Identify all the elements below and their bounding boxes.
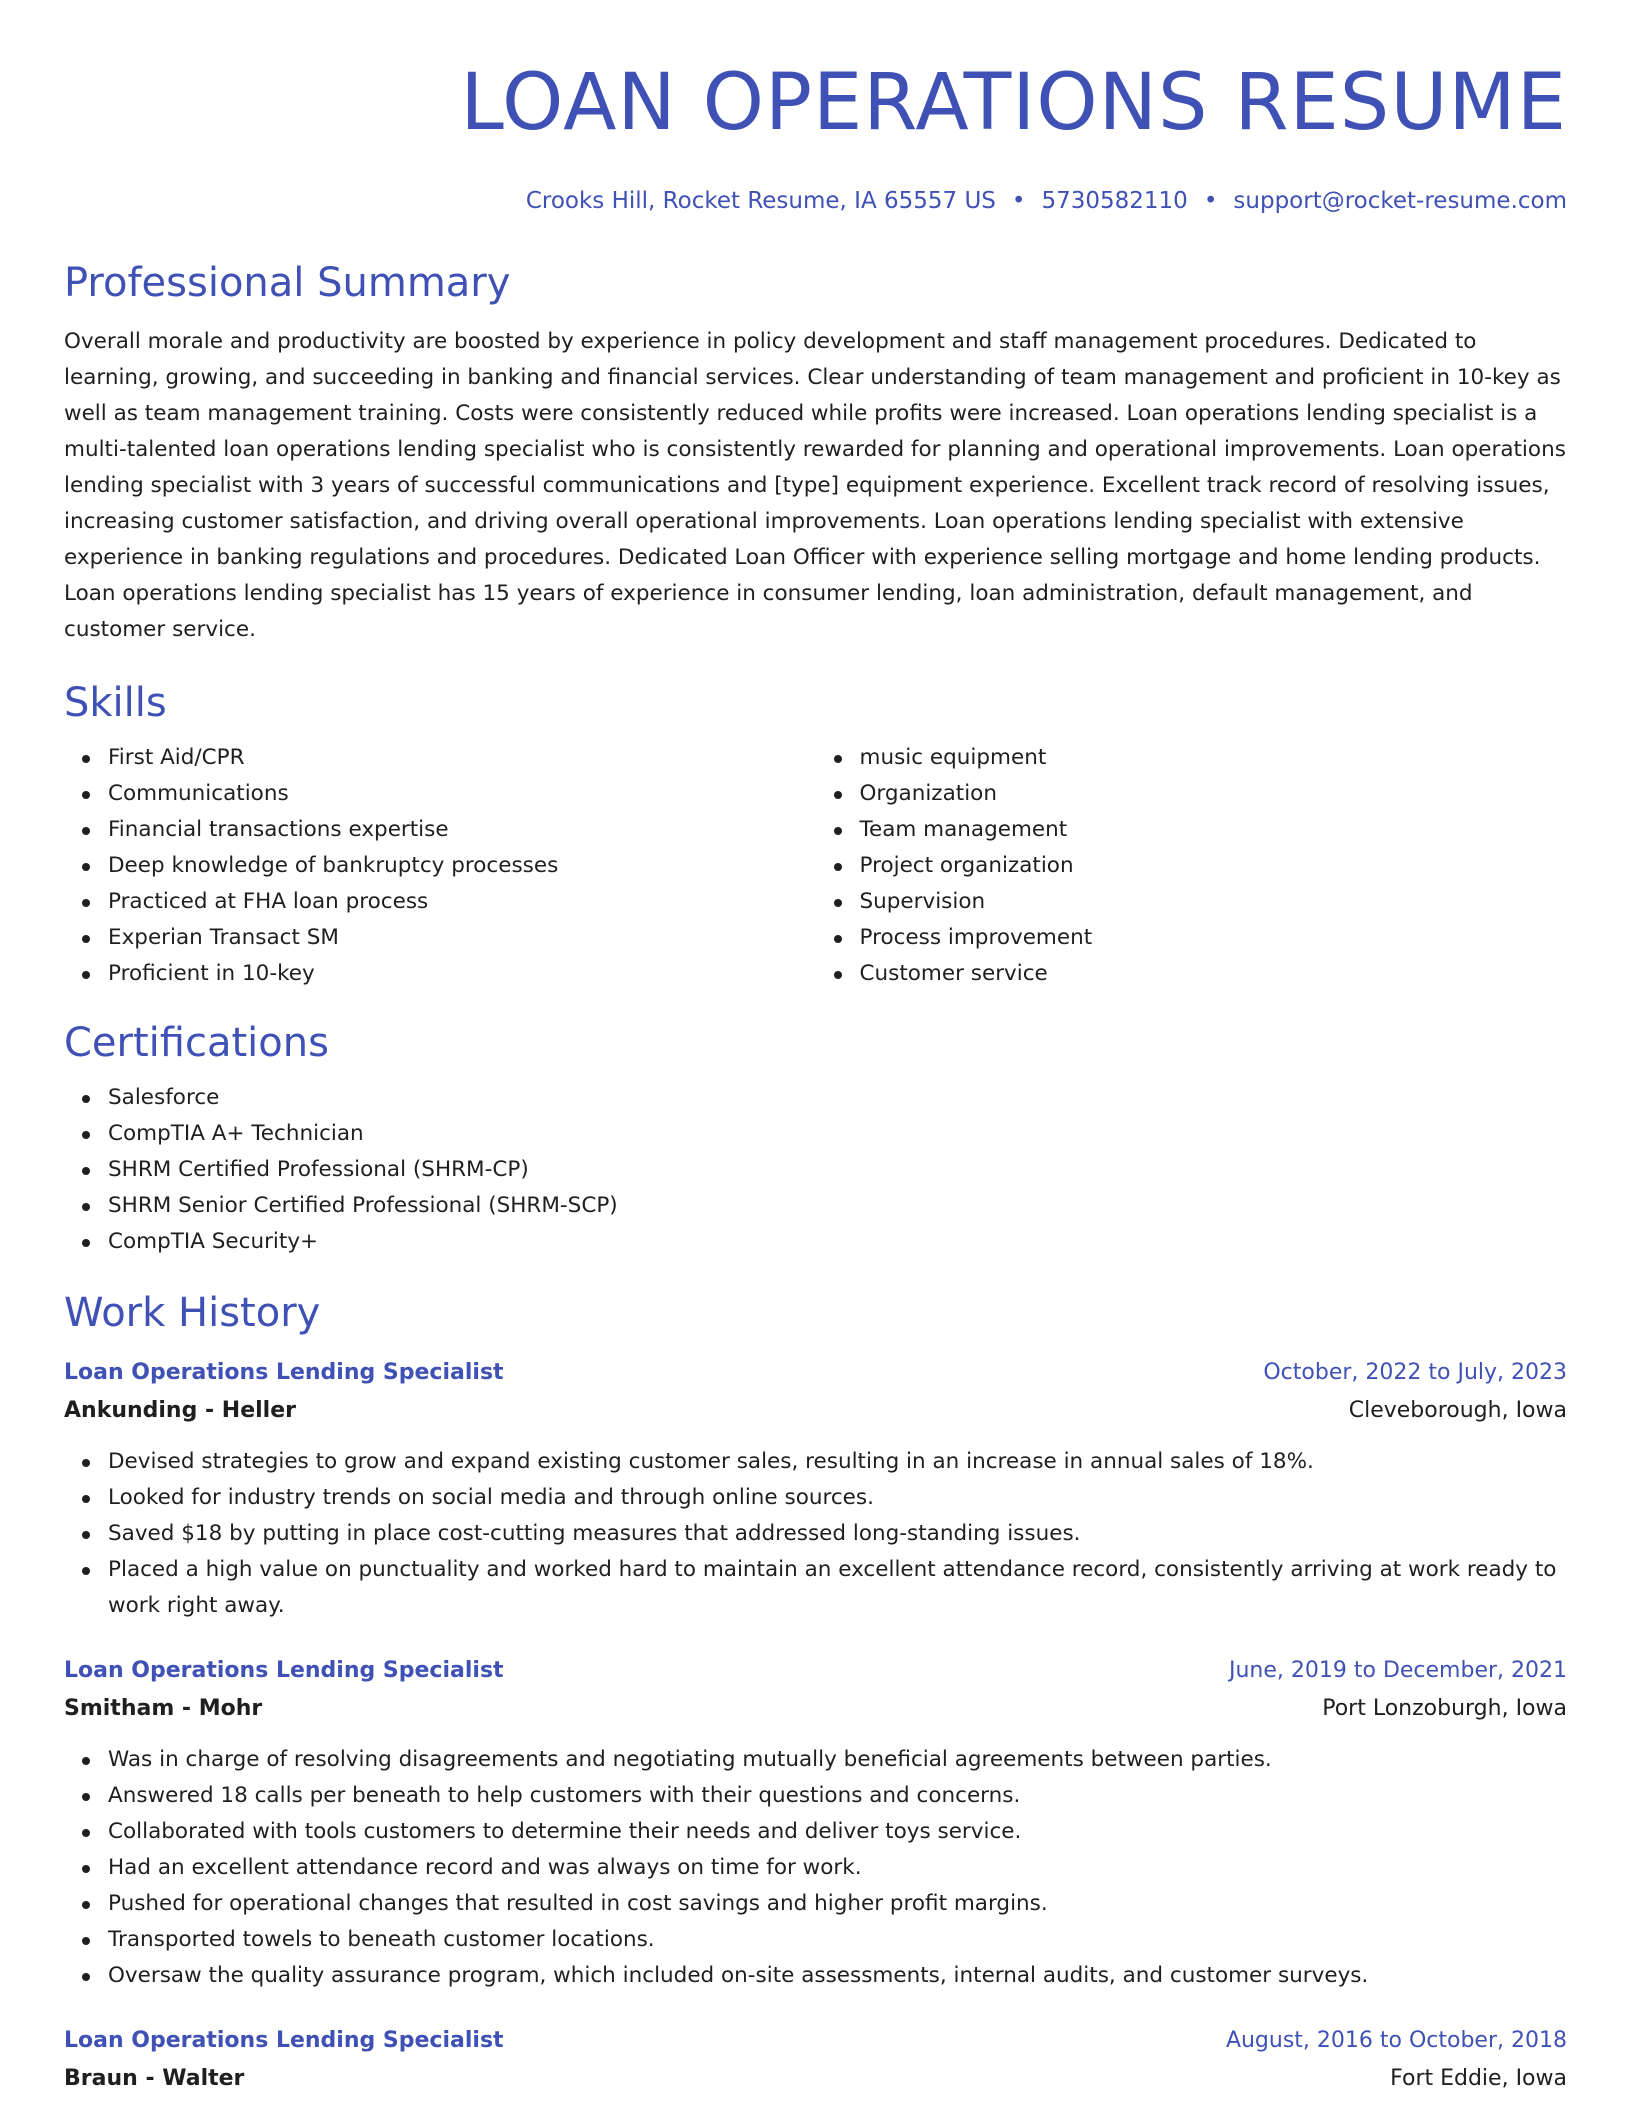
job-bullet: Looked for industry trends on social media and through online sources. [108, 1480, 1567, 1516]
job-company-row [64, 2060, 1567, 2098]
contact-separator: • [1203, 188, 1218, 214]
job-bullet: Saved $18 by putting in place cost-cutting measures that addressed long-standing issues. [108, 1516, 1567, 1552]
contact-phone: 5730582110 [1041, 188, 1188, 214]
certification-item: Salesforce [108, 1080, 1567, 1116]
job-bullets [64, 1742, 1567, 1994]
skills-columns [64, 740, 1567, 992]
summary-text: Overall morale and productivity are boosted by experience in policy development and staff management procedures. Dedicated to learning, growing, and succeeding in banking and financial services. Clear understanding of team management and proficient in 10-key as well as team management training. Costs were consistently reduced while profits were increased. Loan operations lending specialist is a multi-talented loan operations lending specialist who is consistently rewarded for planning and operational improvements. Loan operations lending specialist with 3 years of successful communications and [type] equipment experience. Excellent track record of resolving issues, increasing customer satisfaction, and driving overall operational improvements. Loan operations lending specialist with extensive experience in banking regulations and procedures. Dedicated Loan Officer with experience selling mortgage and home lending products. Loan operations lending specialist has 15 years of experience in consumer lending, loan administration, default management, and customer service. [64, 329, 1566, 642]
resume-title: LOAN OPERATIONS RESUME [460, 58, 1567, 148]
job-bullet: Oversaw the quality assurance program, which included on-site assessments, internal audits, and customer surveys. [108, 1958, 1567, 1994]
job-dates: June, 2019 to December, 2021 [1228, 1658, 1567, 1683]
certification-item: CompTIA Security+ [108, 1224, 1567, 1260]
job-entry [64, 1354, 1567, 1624]
job-role: Loan Operations Lending Specialist [64, 2028, 504, 2053]
job-entry [64, 2022, 1567, 2098]
job-company-row [64, 1690, 1567, 1728]
job-bullet: Had an excellent attendance record and was always on time for work. [108, 1850, 1567, 1886]
job-location: Cleveborough, Iowa [1348, 1398, 1567, 1423]
job-company-row [64, 1392, 1567, 1430]
contact-separator: • [1011, 188, 1026, 214]
job-dates: August, 2016 to October, 2018 [1225, 2028, 1567, 2053]
skill-item: Deep knowledge of bankruptcy processes [108, 848, 816, 884]
job-company: Smitham - Mohr [64, 1696, 263, 1721]
job-header-row [64, 1652, 1567, 1690]
contact-line [64, 186, 1567, 216]
skill-item: Experian Transact SM [108, 920, 816, 956]
certification-item: SHRM Certified Professional (SHRM-CP) [108, 1152, 1567, 1188]
job-bullets [64, 1444, 1567, 1624]
certifications-list [64, 1080, 1567, 1260]
skill-item: Financial transactions expertise [108, 812, 816, 848]
skill-item: First Aid/CPR [108, 740, 816, 776]
job-bullet: Pushed for operational changes that resulted in cost savings and higher profit margins. [108, 1886, 1567, 1922]
skill-item: Project organization [860, 848, 1568, 884]
job-company: Ankunding - Heller [64, 1398, 296, 1423]
work-history-heading: Work History [64, 1290, 321, 1336]
job-header-row [64, 1354, 1567, 1392]
job-bullet: Collaborated with tools customers to determine their needs and deliver toys service. [108, 1814, 1567, 1850]
skills-heading: Skills [64, 680, 167, 726]
certification-item: SHRM Senior Certified Professional (SHRM-SCP) [108, 1188, 1567, 1224]
job-dates: October, 2022 to July, 2023 [1263, 1360, 1567, 1385]
skill-item: Communications [108, 776, 816, 812]
skill-item: Customer service [860, 956, 1568, 992]
skill-item: Team management [860, 812, 1568, 848]
skill-item: Proficient in 10-key [108, 956, 816, 992]
skill-item: Organization [860, 776, 1568, 812]
job-location: Port Lonzoburgh, Iowa [1322, 1696, 1567, 1721]
skills-list-left [64, 740, 816, 992]
certification-item: CompTIA A+ Technician [108, 1116, 1567, 1152]
skill-item: Practiced at FHA loan process [108, 884, 816, 920]
job-bullet: Transported towels to beneath customer locations. [108, 1922, 1567, 1958]
skill-item: Supervision [860, 884, 1568, 920]
job-role: Loan Operations Lending Specialist [64, 1360, 504, 1385]
resume-header [64, 0, 1567, 216]
skill-item: music equipment [860, 740, 1568, 776]
job-location: Fort Eddie, Iowa [1390, 2066, 1567, 2091]
job-header-row [64, 2022, 1567, 2060]
certifications-heading: Certifications [64, 1020, 329, 1066]
contact-email: support@rocket-resume.com [1233, 188, 1567, 214]
contact-address: Crooks Hill, Rocket Resume, IA 65557 US [525, 188, 996, 214]
skills-list-right [816, 740, 1568, 992]
job-company: Braun - Walter [64, 2066, 245, 2091]
job-entry [64, 1652, 1567, 1994]
job-role: Loan Operations Lending Specialist [64, 1658, 504, 1683]
job-bullet: Was in charge of resolving disagreements and negotiating mutually beneficial agreements between parties. [108, 1742, 1567, 1778]
resume-page [64, 0, 1567, 2098]
skill-item: Process improvement [860, 920, 1568, 956]
job-bullet: Answered 18 calls per beneath to help customers with their questions and concerns. [108, 1778, 1567, 1814]
summary-heading: Professional Summary [64, 260, 511, 306]
job-bullet: Devised strategies to grow and expand existing customer sales, resulting in an increase in annual sales of 18%. [108, 1444, 1567, 1480]
job-bullet: Placed a high value on punctuality and worked hard to maintain an excellent attendance record, consistently arriving at work ready to work right away. [108, 1552, 1567, 1624]
